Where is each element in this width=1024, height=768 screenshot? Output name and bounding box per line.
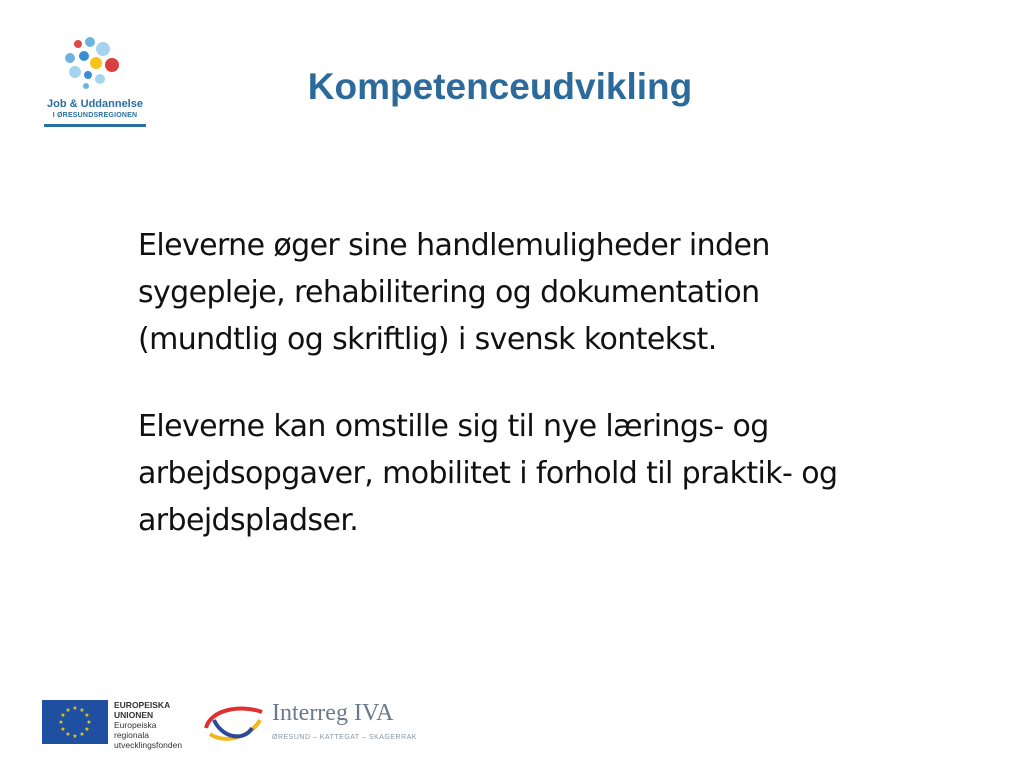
svg-text:★: ★ (84, 726, 90, 733)
svg-text:★: ★ (60, 712, 66, 719)
svg-text:★: ★ (72, 705, 78, 712)
paragraph-1: Eleverne øger sine handlemuligheder inden sygepleje, rehabilitering og dokumentation (mundtlig og skriftlig) i svensk kontekst. (138, 228, 770, 357)
logo-region: I ØRESUNDSREGIONEN (52, 112, 138, 119)
interreg-name: Interreg IVA (272, 700, 394, 726)
slide-body (138, 222, 898, 584)
svg-text:★: ★ (65, 707, 71, 714)
svg-text:★: ★ (84, 712, 90, 719)
svg-text:★: ★ (58, 719, 64, 726)
eu-flag-icon (42, 700, 108, 744)
logo-underline (44, 124, 146, 127)
paragraph-2: Eleverne kan omstille sig til nye lærings- og arbejdsopgaver, mobilitet i forhold til praktik- og arbejdspladser. (138, 409, 838, 538)
interreg-swirl-icon (200, 698, 270, 748)
eu-label: EUROPEISKA UNIONEN Europeiska regionala utvecklingsfonden (114, 700, 183, 750)
svg-text:★: ★ (65, 731, 71, 738)
svg-text:★: ★ (60, 726, 66, 733)
slide-title: Kompetenceudvikling (307, 66, 693, 107)
svg-text:★: ★ (79, 707, 85, 714)
svg-text:★: ★ (79, 731, 85, 738)
interreg-logo (200, 698, 417, 748)
interreg-subtitle: ØRESUND – KATTEGAT – SKAGERRAK (272, 734, 417, 741)
svg-text:★: ★ (72, 733, 78, 740)
svg-text:★: ★ (86, 719, 92, 726)
logo-name: Job & Uddannelse (47, 98, 143, 110)
